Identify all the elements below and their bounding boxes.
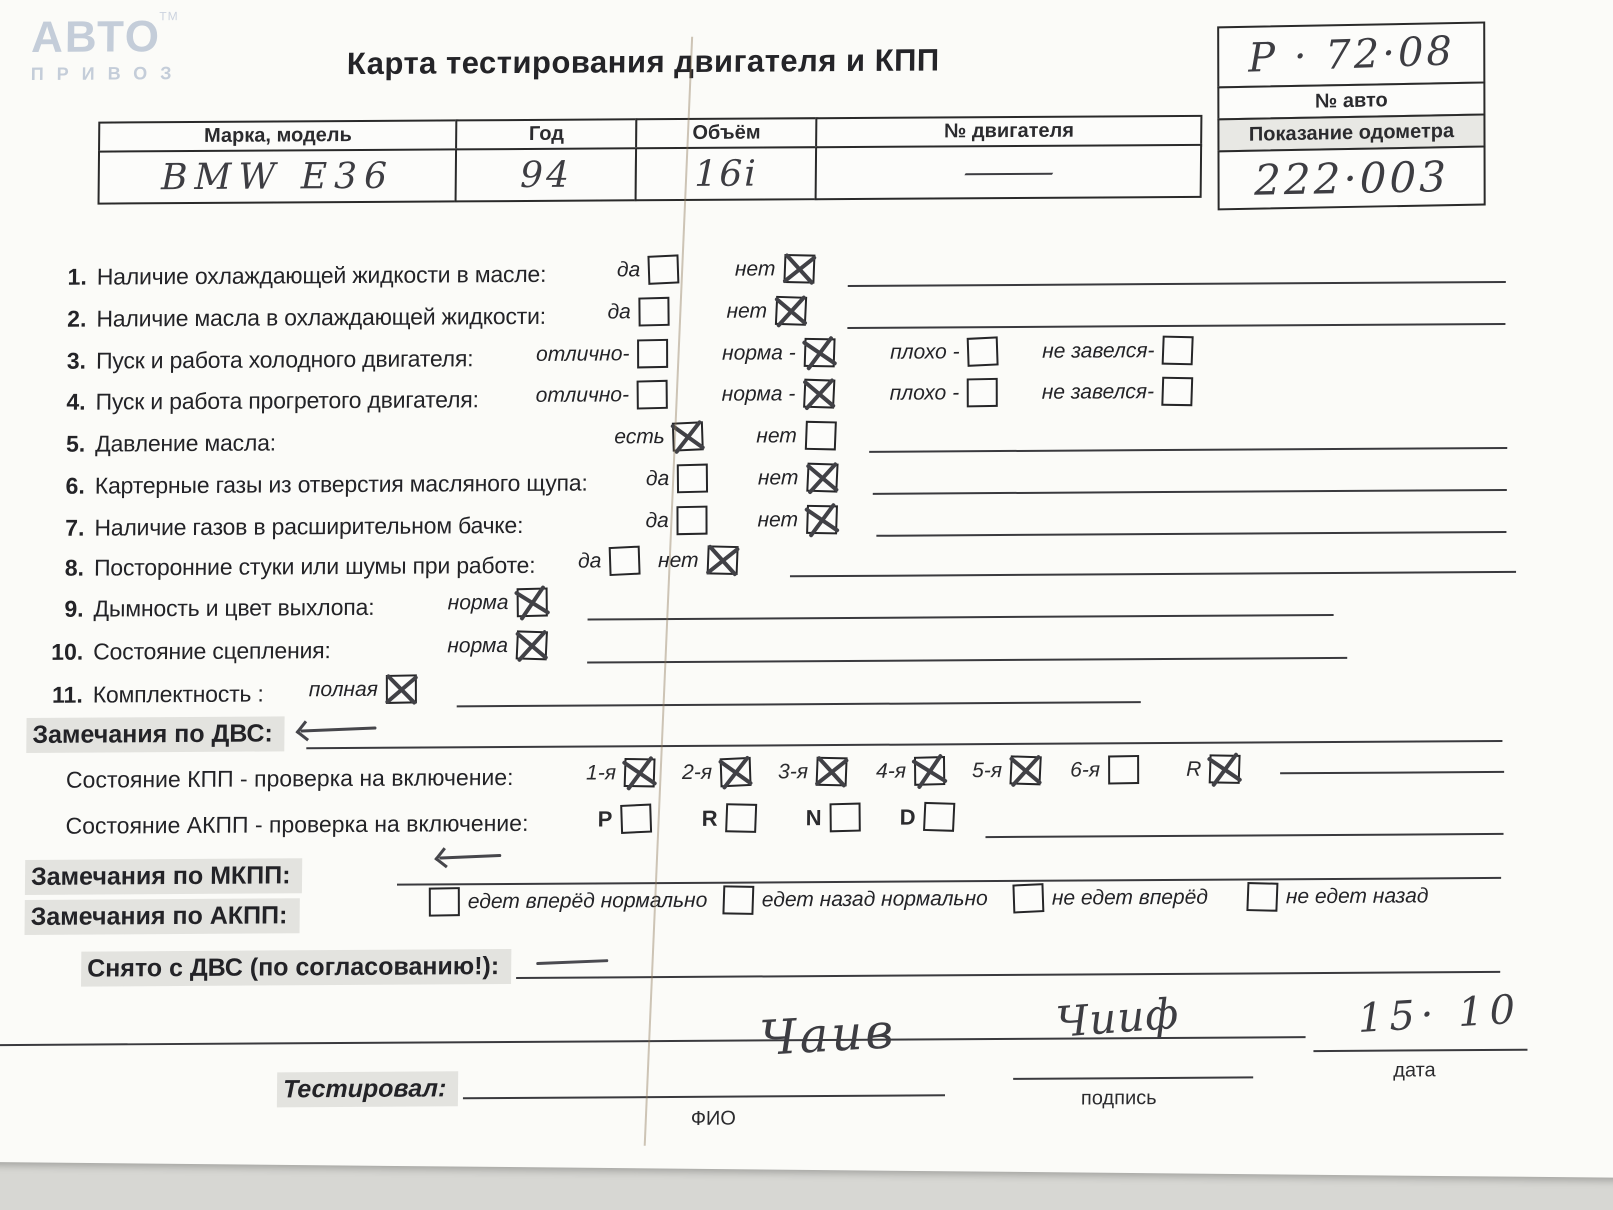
handwritten-x-mark xyxy=(1006,752,1045,788)
handwritten-dash xyxy=(536,959,608,965)
handwritten-x-mark xyxy=(800,376,839,412)
checklist-item-3-option-label: не завелся- xyxy=(1042,338,1155,363)
handwritten-x-mark xyxy=(812,754,850,790)
checklist-item-6-option xyxy=(646,464,709,493)
checklist-item-label: Состояние сцепления: xyxy=(93,637,331,665)
blank-answer-line xyxy=(848,281,1506,287)
blank-answer-line xyxy=(790,571,1516,578)
checklist-item-label: Пуск и работа холодного двигателя: xyxy=(95,345,474,374)
fio-line xyxy=(463,1094,945,1099)
kpp-gear-R-option xyxy=(1186,755,1240,784)
checklist-item-1-option-label: да xyxy=(616,257,641,281)
blank-answer-line xyxy=(876,531,1506,537)
akpp-remark-option xyxy=(1013,883,1208,913)
item-number: 3. xyxy=(66,347,87,374)
ref-box xyxy=(1217,21,1486,210)
item-number: 9. xyxy=(64,595,84,622)
akpp-remark-checkbox[interactable] xyxy=(429,887,460,917)
tested-by-label: Тестировал: xyxy=(277,1071,459,1107)
checklist-item-label: Комплектность : xyxy=(92,680,264,708)
volume-value-cell xyxy=(634,146,818,201)
blank-answer-line xyxy=(873,489,1507,495)
checklist-item-3-checkbox[interactable] xyxy=(967,336,999,366)
handwritten-x-mark xyxy=(802,502,840,538)
blank-answer-line xyxy=(588,614,1334,621)
checklist-item-3-option xyxy=(722,338,835,368)
handwritten-x-mark xyxy=(703,542,741,578)
kpp-gear-2-я-option-label: 2-я xyxy=(681,760,713,784)
akpp-mode-P-checkbox[interactable] xyxy=(620,804,652,834)
akpp-remarks-label: Замечания по АКПП: xyxy=(24,898,299,935)
akpp-remark-option-label: не едет вперёд xyxy=(1051,885,1209,910)
handwritten-x-mark xyxy=(771,293,810,329)
checklist-item-1-checkbox[interactable] xyxy=(648,254,680,284)
logo xyxy=(30,9,185,85)
kpp-gear-1-я-checkbox-checked[interactable] xyxy=(624,758,656,788)
kpp-gear-R-option-label: R xyxy=(1186,757,1202,781)
akpp-mode-D-option xyxy=(900,802,955,831)
checklist-item-4-option-label: норма - xyxy=(721,381,796,406)
item-number: 7. xyxy=(65,514,85,541)
signature-line xyxy=(1013,1076,1253,1080)
checklist-item-2-option-label: да xyxy=(607,299,631,323)
kpp-gear-3-я-option-label: 3-я xyxy=(777,759,809,783)
column-header-make-model: Марка, модель xyxy=(98,119,458,153)
checklist-item-11-option-label: полная xyxy=(308,677,379,701)
handwritten-x-mark xyxy=(800,335,838,371)
checklist-item-4-checkbox[interactable] xyxy=(1162,377,1194,407)
year-value-cell xyxy=(455,148,638,203)
checklist-item-9-option xyxy=(448,588,548,618)
checklist-item-4-option-label: не завелся- xyxy=(1041,379,1155,404)
mkpp-remarks-label: Замечания по МКПП: xyxy=(25,858,303,895)
checklist-item-8-option-label: нет xyxy=(658,548,699,572)
checklist-item-6-option-label: да xyxy=(645,466,670,490)
column-header-engine-number: № двигателя xyxy=(815,115,1202,149)
form-title: Карта тестирования двигателя и КПП xyxy=(346,42,940,82)
vehicle-table xyxy=(99,116,1212,204)
checklist-item-5-checkbox-checked[interactable] xyxy=(672,421,704,451)
checklist-item-4-option xyxy=(536,380,669,410)
checklist-item-1-option-label: нет xyxy=(734,256,776,281)
item-number: 11. xyxy=(51,681,83,708)
checklist-item-7-checkbox-checked[interactable] xyxy=(806,505,838,535)
item-number: 6. xyxy=(65,472,85,499)
checklist-item-4-option xyxy=(1042,377,1194,407)
blank-answer-line xyxy=(869,447,1507,453)
vehicle-table-value-row xyxy=(99,145,1212,203)
checklist-item-2-option-label: нет xyxy=(726,298,768,323)
akpp-check-label: Состояние АКПП - проверка на включение: xyxy=(65,809,529,839)
checklist-item-2-option xyxy=(607,297,670,326)
kpp-gear-4-я-option-label: 4-я xyxy=(876,759,907,783)
checklist-item-3-option xyxy=(536,339,669,369)
car-ref-number-cell xyxy=(1217,21,1485,88)
kpp-gear-3-я-checkbox-checked[interactable] xyxy=(815,757,847,787)
kpp-gear-6-я-option-label: 6-я xyxy=(1070,757,1101,782)
checklist-item-7-option xyxy=(757,505,837,534)
kpp-check-label: Состояние КПП - проверка на включение: xyxy=(65,763,514,793)
akpp-mode-R-option-label: R xyxy=(701,805,718,831)
akpp-mode-N-option xyxy=(806,803,861,832)
checklist-item-3-option xyxy=(1042,336,1194,366)
akpp-mode-N-checkbox[interactable] xyxy=(829,803,860,833)
checklist-item-10-checkbox-checked[interactable] xyxy=(515,630,547,660)
akpp-remark-option-label: не едет назад xyxy=(1285,883,1429,908)
handwritten-x-mark xyxy=(512,627,551,663)
blank-answer-line xyxy=(847,323,1505,329)
kpp-gear-6-я-option xyxy=(1070,755,1139,784)
kpp-gear-5-я-option xyxy=(972,756,1041,785)
akpp-mode-P-option-label: P xyxy=(597,805,613,831)
checklist-item-1-option xyxy=(735,254,815,283)
akpp-mode-D-checkbox[interactable] xyxy=(923,802,955,832)
kpp-gear-2-я-checkbox-checked[interactable] xyxy=(720,757,752,787)
blank-answer-line xyxy=(587,657,1347,664)
checklist-item-label: Посторонние стуки или шумы при работе: xyxy=(93,551,536,581)
auto-number-label: № авто xyxy=(1217,81,1485,120)
checklist-item-4-option-label: отлично- xyxy=(535,382,630,407)
item-number: 1. xyxy=(67,263,87,290)
checklist-item-label: Пуск и работа прогретого двигателя: xyxy=(95,386,479,415)
akpp-mode-R-checkbox[interactable] xyxy=(725,803,757,833)
checklist-item-8-checkbox[interactable] xyxy=(609,546,641,576)
make-model-handwritten: BMW E36 xyxy=(160,155,395,198)
checklist-item-6-checkbox-checked[interactable] xyxy=(806,463,838,493)
checklist-item-6-checkbox[interactable] xyxy=(677,464,708,494)
item-number: 5. xyxy=(65,430,86,457)
odometer-value-cell xyxy=(1217,145,1485,210)
checklist-item-8-checkbox-checked[interactable] xyxy=(706,545,738,575)
item-number: 4. xyxy=(66,388,86,415)
checklist-item-4-option xyxy=(890,378,999,408)
checklist-item-label: Давление масла: xyxy=(95,429,277,457)
akpp-mode-N-option-label: N xyxy=(805,804,822,830)
checklist-item-11-option xyxy=(309,675,417,705)
kpp-gear-3-я-option xyxy=(778,757,847,786)
checklist-item-9-option-label: норма xyxy=(447,590,509,614)
checklist-item-3-option xyxy=(890,337,999,367)
date-line xyxy=(1313,1049,1527,1052)
kpp-gear-5-я-checkbox-checked[interactable] xyxy=(1009,755,1041,785)
checklist-item-5-option xyxy=(756,421,836,450)
handwritten-x-mark xyxy=(716,754,754,791)
checklist-item-3-checkbox[interactable] xyxy=(1162,336,1194,366)
car-ref-number-handwritten: Р · 72·08 xyxy=(1247,28,1455,82)
date-handwritten: 15· 10 xyxy=(1356,986,1522,1043)
akpp-remark-option xyxy=(429,886,708,917)
checklist-item-4-option-label: плохо - xyxy=(889,380,960,405)
handwritten-x-mark xyxy=(513,584,550,620)
checklist-item-8-option xyxy=(578,546,641,575)
checklist-item-4-option xyxy=(722,379,835,409)
blank-answer-line xyxy=(457,701,1141,707)
column-header-volume: Объём xyxy=(635,117,818,150)
checklist-item-1-option xyxy=(617,255,680,284)
handwritten-arrow xyxy=(439,854,501,860)
checklist-item-3-checkbox[interactable] xyxy=(637,339,668,369)
checklist-item-8-option-label: да xyxy=(578,548,602,573)
checklist-item-1-checkbox-checked[interactable] xyxy=(783,254,815,284)
dvs-remarks-label: Замечания по ДВС: xyxy=(26,716,285,753)
checklist-item-5-checkbox[interactable] xyxy=(804,421,836,451)
checklist-item-9-checkbox-checked[interactable] xyxy=(516,587,547,617)
column-header-year: Год xyxy=(455,118,637,151)
volume-handwritten: 16i xyxy=(694,153,758,195)
checklist-item-3-option-label: плохо - xyxy=(890,339,960,364)
checklist-item-7-option-label: нет xyxy=(757,507,799,532)
kpp-gear-5-я-option-label: 5-я xyxy=(972,758,1003,782)
checklist-item-2-checkbox-checked[interactable] xyxy=(774,296,806,326)
checklist-item-10-option xyxy=(447,631,547,661)
checklist-item-label: Наличие масла в охлаждающей жидкости: xyxy=(96,302,547,332)
akpp-remark-option-label: едет вперёд нормально xyxy=(467,888,708,913)
kpp-gear-6-я-checkbox[interactable] xyxy=(1108,755,1139,785)
handwritten-x-mark xyxy=(620,755,658,791)
removed-line xyxy=(516,971,1500,979)
akpp-mode-R-option xyxy=(702,803,757,832)
logo-brand: АВТО xyxy=(30,12,162,63)
checklist-item-label: Дымность и цвет выхлопа: xyxy=(93,593,375,622)
checklist-item-2-checkbox[interactable] xyxy=(639,297,670,327)
checklist-item-4-checkbox[interactable] xyxy=(967,378,998,408)
checklist-item-3-option-label: норма - xyxy=(722,340,796,365)
checklist-item-7-option-label: да xyxy=(645,508,669,532)
akpp-remark-option xyxy=(1247,881,1429,911)
item-number: 10. xyxy=(51,638,84,665)
handwritten-x-mark xyxy=(911,753,948,789)
akpp-remark-checkbox[interactable] xyxy=(1012,883,1044,913)
kpp-gear-2-я-option xyxy=(682,758,751,787)
kpp-gear-1-я-option xyxy=(586,758,655,787)
handwritten-x-mark xyxy=(780,251,818,287)
checklist-item-3-option-label: отлично- xyxy=(535,341,630,366)
checklist-item-label: Наличие газов в расширительном бачке: xyxy=(94,511,524,541)
checklist-item-7-option xyxy=(645,506,708,535)
checklist-item-5-option-label: есть xyxy=(614,424,665,448)
checklist-item-label: Наличие охлаждающей жидкости в масле: xyxy=(96,260,547,290)
kpp-gear-R-checkbox-checked[interactable] xyxy=(1209,754,1241,784)
make-model-value-cell xyxy=(97,149,458,205)
logo-subtitle: ПРИВОЗ xyxy=(30,63,185,85)
item-number: 8. xyxy=(64,554,85,581)
kpp-line xyxy=(1280,771,1504,775)
odometer-label: Показание одометра xyxy=(1217,113,1485,152)
year-handwritten: 94 xyxy=(519,154,573,196)
checklist-item-7-checkbox[interactable] xyxy=(677,506,708,536)
checklist-item-6-option-label: нет xyxy=(757,465,799,490)
checklist-item-11-checkbox-checked[interactable] xyxy=(386,674,417,704)
engine-number-value-cell xyxy=(815,144,1203,200)
checklist-item-3-checkbox-checked[interactable] xyxy=(803,338,835,368)
fio-label: ФИО xyxy=(690,1107,737,1130)
akpp-remark-option xyxy=(723,884,988,915)
item-number: 2. xyxy=(67,305,87,332)
checklist-item-4-checkbox-checked[interactable] xyxy=(803,379,835,409)
handwritten-arrow xyxy=(300,726,376,732)
kpp-gear-4-я-checkbox-checked[interactable] xyxy=(914,756,945,786)
akpp-remark-checkbox[interactable] xyxy=(722,885,754,915)
handwritten-x-mark xyxy=(383,671,420,707)
checklist-item-6-option xyxy=(758,463,838,492)
checklist-item-10-option-label: норма xyxy=(447,633,509,657)
akpp-mode-D-option-label: D xyxy=(899,804,916,830)
fio-signature-handwritten: Чаив xyxy=(758,1003,898,1067)
signature-handwritten: Чииф xyxy=(1054,988,1181,1047)
kpp-gear-1-я-option-label: 1-я xyxy=(585,760,617,785)
checklist-item-2-option xyxy=(726,296,806,325)
kpp-gear-4-я-option xyxy=(876,756,945,785)
signature-label: подпись xyxy=(1080,1087,1157,1110)
date-label: дата xyxy=(1393,1059,1436,1082)
checklist-item-5-option xyxy=(614,422,704,452)
akpp-mode-P-option xyxy=(597,804,651,833)
odometer-value-handwritten: 222·003 xyxy=(1254,151,1450,205)
handwritten-x-mark xyxy=(1206,751,1244,787)
checklist-item-4-checkbox[interactable] xyxy=(637,380,668,410)
checklist-item-label: Картерные газы из отверстия масляного щупа: xyxy=(94,469,588,499)
akpp-remark-option-label: едет назад нормально xyxy=(761,886,988,911)
engine-number-handwritten: — xyxy=(960,154,1057,191)
dvs-remarks-line xyxy=(306,740,1502,749)
akpp-remark-checkbox[interactable] xyxy=(1246,882,1278,912)
akpp-line xyxy=(985,833,1503,838)
logo-tm-mark: ТМ xyxy=(159,9,179,24)
handwritten-x-mark xyxy=(803,460,842,496)
checklist-item-5-option-label: нет xyxy=(756,423,797,448)
removed-from-engine-label: Снято с ДВС (по согласованию!): xyxy=(81,949,511,987)
